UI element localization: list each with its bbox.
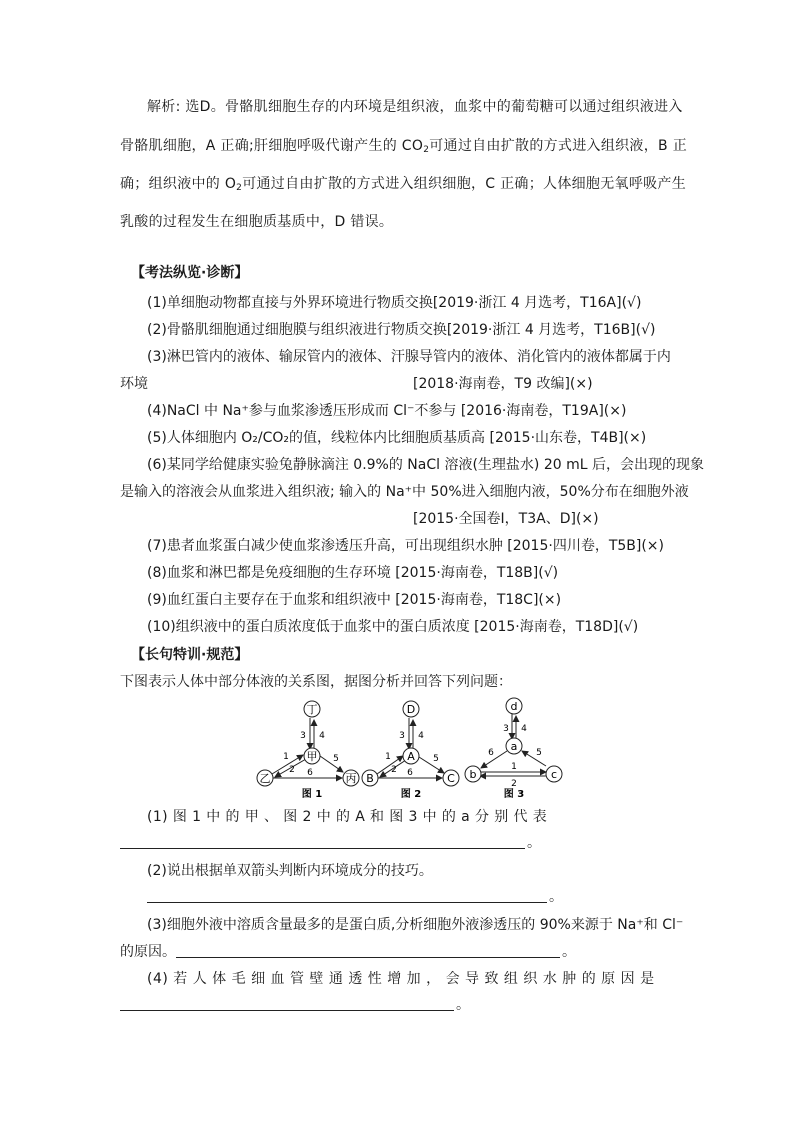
edge-number: 6: [407, 768, 413, 778]
diagnosis-item-3-cont: 环境: [120, 376, 148, 392]
answer-blank-4[interactable]: [120, 1010, 454, 1011]
edge-number: 5: [333, 754, 339, 764]
diagnosis-item-3-source: [2018·海南卷，T9 改编](×): [413, 376, 593, 392]
figure-caption: 图 2: [400, 789, 422, 800]
edge-number: 4: [418, 731, 424, 741]
edge-number: 4: [521, 724, 527, 734]
question-3-cont: 的原因。: [120, 944, 176, 960]
subscript: 2: [423, 145, 430, 155]
analysis-line-3: 确；组织液中的 $O_2$可通过自由扩散的方式进入组织细胞，C 正确；人体细胞无氧呼吸产生: [120, 176, 687, 193]
section-title-diagnosis: 【考法纵览·诊断】: [131, 265, 249, 281]
edge-number: 3: [300, 731, 306, 741]
subscript: 2: [236, 183, 243, 193]
node-label: c: [550, 768, 558, 781]
edge-number: 3: [399, 731, 405, 741]
edge-number: 2: [289, 765, 295, 775]
period: 。: [549, 889, 563, 905]
question-2: (2)说出根据单双箭头判断内环境成分的技巧。: [147, 863, 433, 879]
diagnosis-item-5: (5)人体细胞内 O₂/CO₂的值，线粒体内比细胞质基质高 [2015·山东卷，T4B](×): [147, 430, 647, 446]
diagnosis-item-8: (8)血浆和淋巴都是免疫细胞的生存环境 [2015·海南卷，T18B](√): [147, 565, 559, 581]
diagnosis-item-6-source: [2015·全国卷Ⅰ，T3A、D](×): [413, 511, 599, 527]
node-label: D: [406, 703, 416, 716]
question-3: (3)细胞外液中溶质含量最多的是蛋白质,分析细胞外液渗透压的 90%来源于 Na⁺和 Cl⁻: [147, 917, 684, 933]
analysis-line-4: 乳酸的过程发生在细胞质基质中，D 错误。: [120, 214, 394, 230]
section-title-long-sentence: 【长句特训·规范】: [131, 647, 249, 663]
diagnosis-item-4: (4)NaCl 中 Na⁺参与血浆渗透压形成而 Cl⁻不参与 [2016·海南卷，T19A](×): [147, 403, 627, 419]
node-label: 丙: [345, 772, 357, 785]
diagnosis-item-1: (1)单细胞动物都直接与外界环境进行物质交换[2019·浙江 4 月选考，T16A](√): [147, 295, 642, 311]
period: 。: [562, 944, 576, 960]
node-label: d: [510, 700, 518, 713]
figure-caption: 图 1: [301, 789, 323, 800]
node-label: B: [366, 772, 374, 785]
edge-number: 2: [511, 779, 517, 789]
period: 。: [456, 997, 470, 1013]
diagnosis-item-6-cont: 是输入的溶液会从血浆进入组织液; 输入的 Na⁺中 50%进入细胞内液，50%分布在细胞外液: [120, 484, 689, 500]
edge-number: 1: [511, 762, 517, 772]
figure-2: [362, 701, 459, 800]
figure-3: [465, 698, 562, 800]
diagnosis-item-10: (10)组织液中的蛋白质浓度低于血浆中的蛋白质浓度 [2015·海南卷，T18D](√): [147, 619, 639, 635]
figure-caption: 图 3: [503, 789, 525, 800]
edge-number: 1: [385, 752, 391, 762]
node-label: C: [447, 772, 455, 785]
edge-number: 2: [391, 765, 397, 775]
edge-number: 3: [503, 724, 509, 734]
node-label: 丁: [306, 703, 318, 716]
edge-number: 5: [433, 754, 439, 764]
edge-number: 6: [488, 748, 494, 758]
node-label: a: [510, 740, 518, 753]
body-fluid-figures: [248, 696, 588, 804]
edge-number: 6: [307, 768, 313, 778]
node-label: A: [407, 750, 415, 763]
node-label: 乙: [259, 772, 271, 785]
analysis-line-2: 骨骼肌细胞，A 正确;肝细胞呼吸代谢产生的 $CO_2$可通过自由扩散的方式进入组织液，B 正: [120, 138, 687, 155]
analysis-line-1: 解析: 选D。骨骼肌细胞生存的内环境是组织液，血浆中的葡萄糖可以通过组织液进入: [147, 99, 683, 115]
edge-number: 4: [319, 731, 325, 741]
node-label: b: [469, 768, 477, 781]
diagnosis-item-7: (7)患者血浆蛋白减少使血浆渗透压升高，可出现组织水肿 [2015·四川卷，T5B](×): [147, 538, 665, 554]
question-4: (4) 若 人 体 毛 细 血 管 壁 通 透 性 增 加 ， 会 导 致 组 织 水 肿 的 原 因 是: [147, 971, 655, 987]
figure-1: [257, 701, 359, 800]
diagnosis-item-6: (6)某同学给健康实验兔静脉滴注 0.9%的 NaCl 溶液(生理盐水) 20 mL 后，会出现的现象: [147, 457, 704, 473]
answer-blank-1[interactable]: [120, 848, 525, 849]
period: 。: [527, 835, 541, 851]
edge-number: 5: [536, 748, 542, 758]
answer-blank-2[interactable]: [147, 902, 547, 903]
question-1: (1) 图 1 中 的 甲 、 图 2 中 的 A 和 图 3 中 的 a 分 别 代 表: [147, 809, 548, 825]
diagnosis-item-3: (3)淋巴管内的液体、输尿管内的液体、汗腺导管内的液体、消化管内的液体都属于内: [147, 349, 671, 365]
figure-intro: 下图表示人体中部分体液的关系图，据图分析并回答下列问题：: [120, 674, 512, 690]
node-label: 甲: [306, 750, 318, 763]
diagnosis-item-9: (9)血红蛋白主要存在于血浆和组织液中 [2015·海南卷，T18C](×): [147, 592, 562, 608]
edge-number: 1: [283, 752, 289, 762]
answer-blank-3[interactable]: [176, 957, 560, 958]
diagnosis-item-2: (2)骨骼肌细胞通过细胞膜与组织液进行物质交换[2019·浙江 4 月选考，T16B](√): [147, 322, 656, 338]
